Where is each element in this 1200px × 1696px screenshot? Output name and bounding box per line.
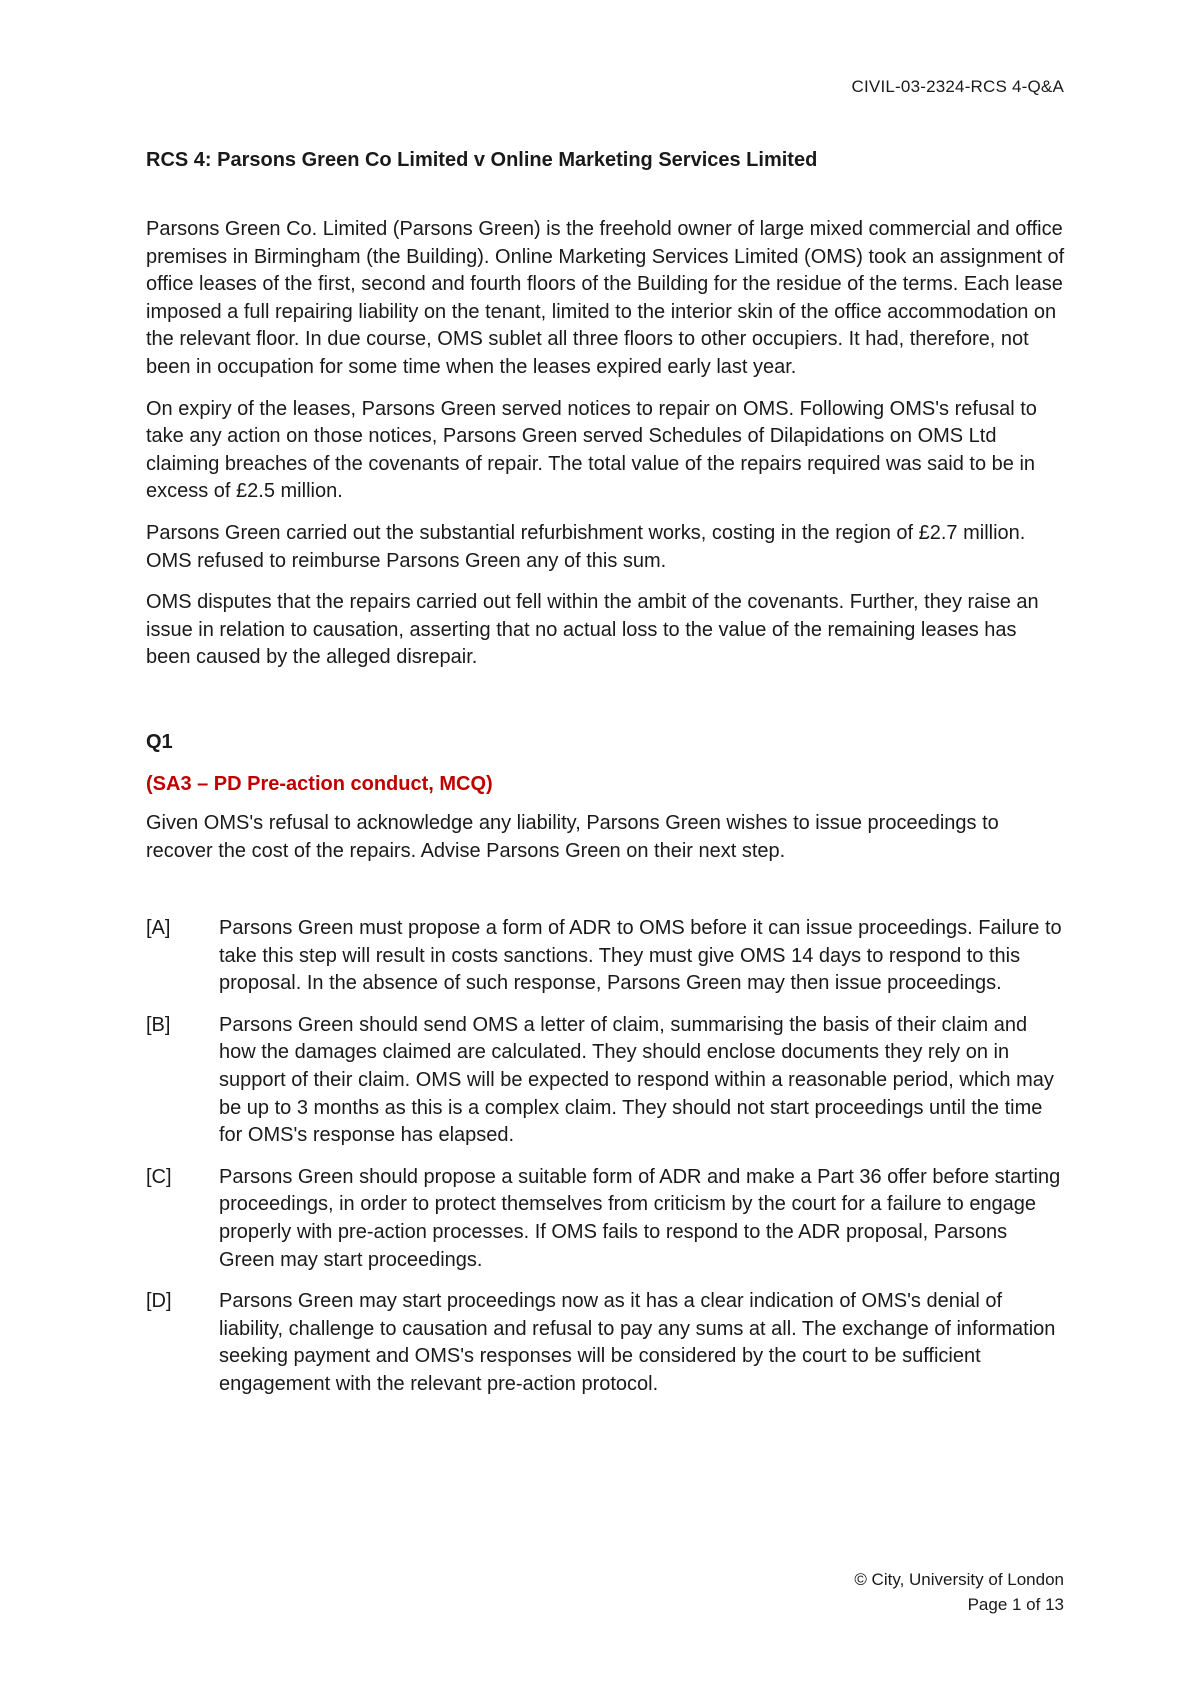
answer-option-a [146,915,1066,998]
option-text: Parsons Green must propose a form of ADR to OMS before it can issue proceedings. Failure to take this step will result in costs sanctions. They must give OMS 14 days to respond to this proposal. In the absence of such response, Parsons Green may then issue proceedings. [219,917,1062,995]
document-reference: CIVIL-03-2324-RCS 4-Q&A [851,77,1064,96]
question-number: Q1 [146,730,173,753]
case-facts [146,216,1066,672]
copyright-notice: © City, University of London [854,1570,1064,1589]
document-title: RCS 4: Parsons Green Co Limited v Online Marketing Services Limited [146,149,818,171]
facts-paragraph: OMS disputes that the repairs carried out fell within the ambit of the covenants. Further, they raise an issue in relation to causation, asserting that no actual loss to the value of the remaining leases has been caused by the alleged disrepair. [146,591,1039,669]
page-content [146,146,1066,1413]
option-label: [B] [146,1013,171,1036]
page-footer [854,1567,1064,1617]
option-text: Parsons Green should propose a suitable form of ADR and make a Part 36 offer before starting proceedings, in order to protect themselves from criticism by the court for a failure to engage properly with pre-action processes. If OMS fails to respond to the ADR proposal, Parsons Green may start proceedings. [219,1165,1061,1271]
answer-option-b [146,1012,1066,1150]
option-text: Parsons Green should send OMS a letter of claim, summarising the basis of their claim and how the damages claimed are calculated. They should enclose documents they rely on in support of their claim. OMS will be expected to respond within a reasonable period, which may be up to 3 months as this is a complex claim. They should not start proceedings until the time for OMS's response has elapsed. [219,1013,1054,1147]
question-tag: (SA3 – PD Pre-action conduct, MCQ) [146,772,493,795]
question-prompt: Given OMS's refusal to acknowledge any liability, Parsons Green wishes to issue proceedings to recover the cost of the repairs. Advise Parsons Green on their next step. [146,811,999,862]
answer-option-c [146,1164,1066,1274]
facts-paragraph: Parsons Green carried out the substantial refurbishment works, costing in the region of £2.7 million. OMS refused to reimburse Parsons Green any of this sum. [146,521,1026,572]
option-label: [D] [146,1290,172,1313]
page-number: Page 1 of 13 [967,1595,1064,1614]
answer-options [146,915,1066,1399]
facts-paragraph: Parsons Green Co. Limited (Parsons Green) is the freehold owner of large mixed commercial and office premises in Birmingham (the Building). Online Marketing Services Limited (OMS) took an assignment of office leases of the first, second and fourth floors of the Building for the residue of the terms. Each lease imposed a full repairing liability on the tenant, limited to the interior skin of the office accommodation on the relevant floor. In due course, OMS sublet all three floors to other occupiers. It had, therefore, not been in occupation for some time when the leases expired early last year. [146,218,1065,378]
facts-paragraph: On expiry of the leases, Parsons Green served notices to repair on OMS. Following OMS's refusal to take any action on those notices, Parsons Green served Schedules of Dilapidations on OMS Ltd claiming breaches of the covenants of repair. The total value of the repairs required was said to be in excess of £2.5 million. [146,397,1037,503]
option-label: [A] [146,917,171,940]
answer-option-d [146,1288,1066,1398]
option-label: [C] [146,1165,172,1188]
option-text: Parsons Green may start proceedings now as it has a clear indication of OMS's denial of liability, challenge to causation and refusal to pay any sums at all. The exchange of information seeking payment and OMS's responses will be considered by the court to be sufficient engagement with the relevant pre-action protocol. [219,1290,1056,1395]
